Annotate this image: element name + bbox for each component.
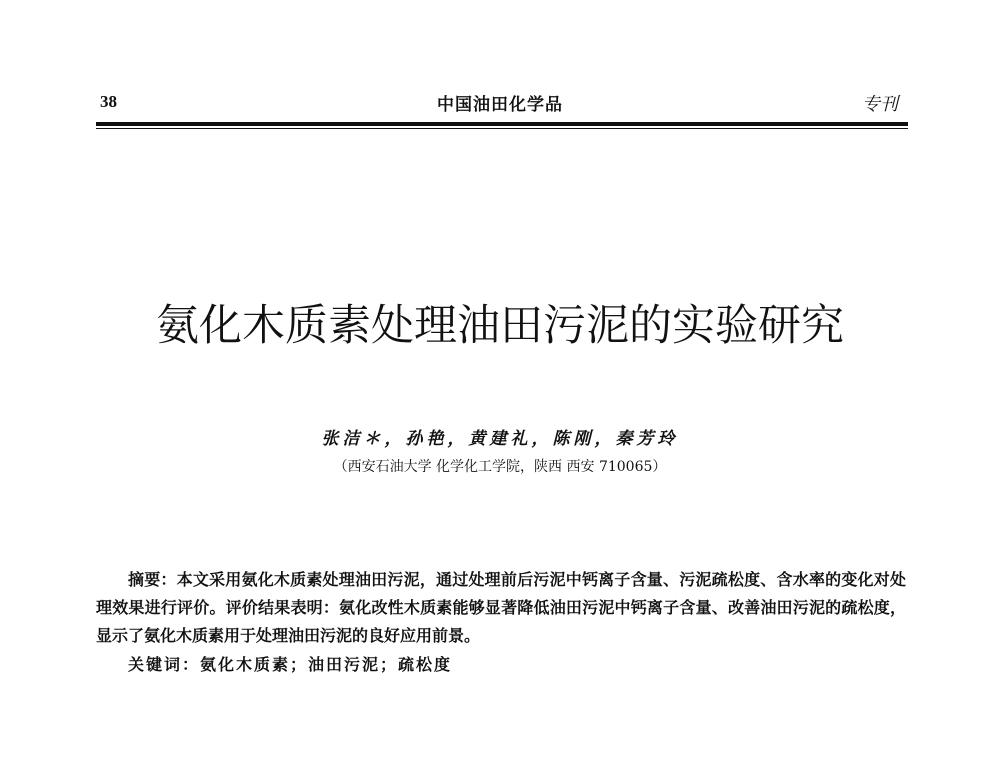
issue-label: 专刊 (862, 94, 898, 115)
affiliation: （西安石油大学 化学化工学院，陕西 西安 710065） (333, 459, 667, 475)
author-list: 张洁＊，孙艳，黄建礼，陈刚，秦芳玲 (321, 429, 679, 449)
journal-name: 中国油田化学品 (437, 95, 563, 115)
header-rule-thick (96, 122, 908, 126)
page-number: 38 (100, 92, 117, 111)
keywords-line: 关键词：氨化木质素；油田污泥；疏松度 (128, 655, 453, 674)
running-header (96, 88, 904, 118)
header-rule-thin (96, 128, 908, 129)
abstract-paragraph: 摘要：本文采用氨化木质素处理油田污泥，通过处理前后污泥中钙离子含量、污泥疏松度、含水率的变化对处理效果进行评价。评价结果表明：氨化改性木质素能够显著降低油田污泥中钙离子含量、改善油田污泥的疏松度，显示了氨化木质素用于处理油田污泥的良好应用前景。 (96, 570, 906, 645)
article-title: 氨化木质素处理油田污泥的实验研究 (156, 301, 844, 351)
